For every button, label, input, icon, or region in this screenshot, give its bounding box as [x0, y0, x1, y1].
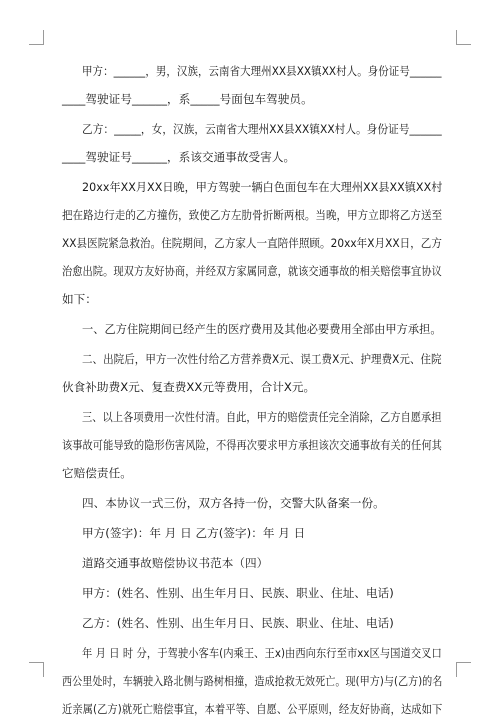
- party-b-template: 乙方：(姓名、性别、出生年月日、民族、职业、住址、电话): [82, 616, 394, 630]
- facts-line-3: XX县医院紧急救治。住院期间，乙方家人一直陪伴照顾。20xx年X月XX日，乙方: [62, 236, 442, 250]
- incident-line-2: 西公里处时，车辆驶入路北侧与路树相撞，造成抢救无效死亡。现(甲方)与(乙方)的名: [62, 674, 443, 688]
- facts-line-4: 治愈出院。现双方友好协商，并经双方家属同意，就该交通事故的相关赔偿事宜协议: [62, 264, 442, 278]
- facts-line-2: 把在路边行走的乙方撞伤，致使乙方左肋骨折断两根。当晚，甲方立即将乙方送至: [62, 208, 443, 222]
- facts-line-1: 20xx年XX月XX日晚，甲方驾驶一辆白色面包车在大理州XX县XX镇XX村: [82, 180, 443, 194]
- party-b-line-2: ____驾驶证号______，系该交通事故受害人。: [62, 150, 296, 164]
- clause-3-line-1: 三、以上各项费用一次性付清。自此，甲方的赔偿责任完全消除，乙方自愿承担: [82, 410, 442, 424]
- corner-mark-bottom-left: [29, 662, 44, 677]
- clause-3-line-3: 它赔偿责任。: [62, 466, 132, 480]
- clause-1: 一、乙方住院期间已经产生的医疗费用及其他必要费用全部由甲方承担。: [82, 322, 442, 336]
- section-title: 道路交通事故赔偿协议书范本（四）: [82, 556, 269, 570]
- party-a-line-1: 甲方：______，男，汉族，云南省大理州XX县XX镇XX村人。身份证号______: [82, 64, 442, 78]
- party-a-template: 甲方：(姓名、性别、出生年月日、民族、职业、住址、电话): [82, 586, 394, 600]
- clause-3-line-2: 该事故可能导致的隐形伤害风险，不得再次要求甲方承担该次交通事故有关的任何其: [62, 438, 442, 452]
- clause-4: 四、本协议一式三份，双方各持一份，交警大队备案一份。: [82, 496, 385, 510]
- clause-2-line-1: 二、出院后，甲方一次性付给乙方营养费X元、误工费X元、护理费X元、住院: [82, 352, 442, 366]
- corner-mark-bottom-right: [456, 662, 471, 677]
- corner-mark-top-right: [456, 30, 471, 45]
- incident-line-1: 年 月 日 时 分，于驾驶小客车(内乘王、王x)由西向东行至市xx区与国道交叉口: [82, 646, 442, 660]
- clause-2-line-2: 伙食补助费X元、复查费XX元等费用，合计X元。: [62, 380, 316, 394]
- facts-line-5: 如下：: [62, 292, 97, 306]
- party-a-line-2: ____驾驶证号______，系_____号面包车驾驶员。: [62, 92, 313, 106]
- party-b-line-1: 乙方：_____，女，汉族，云南省大理州XX县XX镇XX村人。身份证号______: [82, 122, 442, 136]
- signature-line: 甲方(签字)：年 月 日 乙方(签字)：年 月 日: [82, 526, 306, 540]
- incident-line-3: 近亲属(乙方)就死亡赔偿事宜，本着平等、自愿、公平原则，经友好协商，达成如下: [62, 702, 443, 716]
- corner-mark-top-left: [29, 30, 44, 45]
